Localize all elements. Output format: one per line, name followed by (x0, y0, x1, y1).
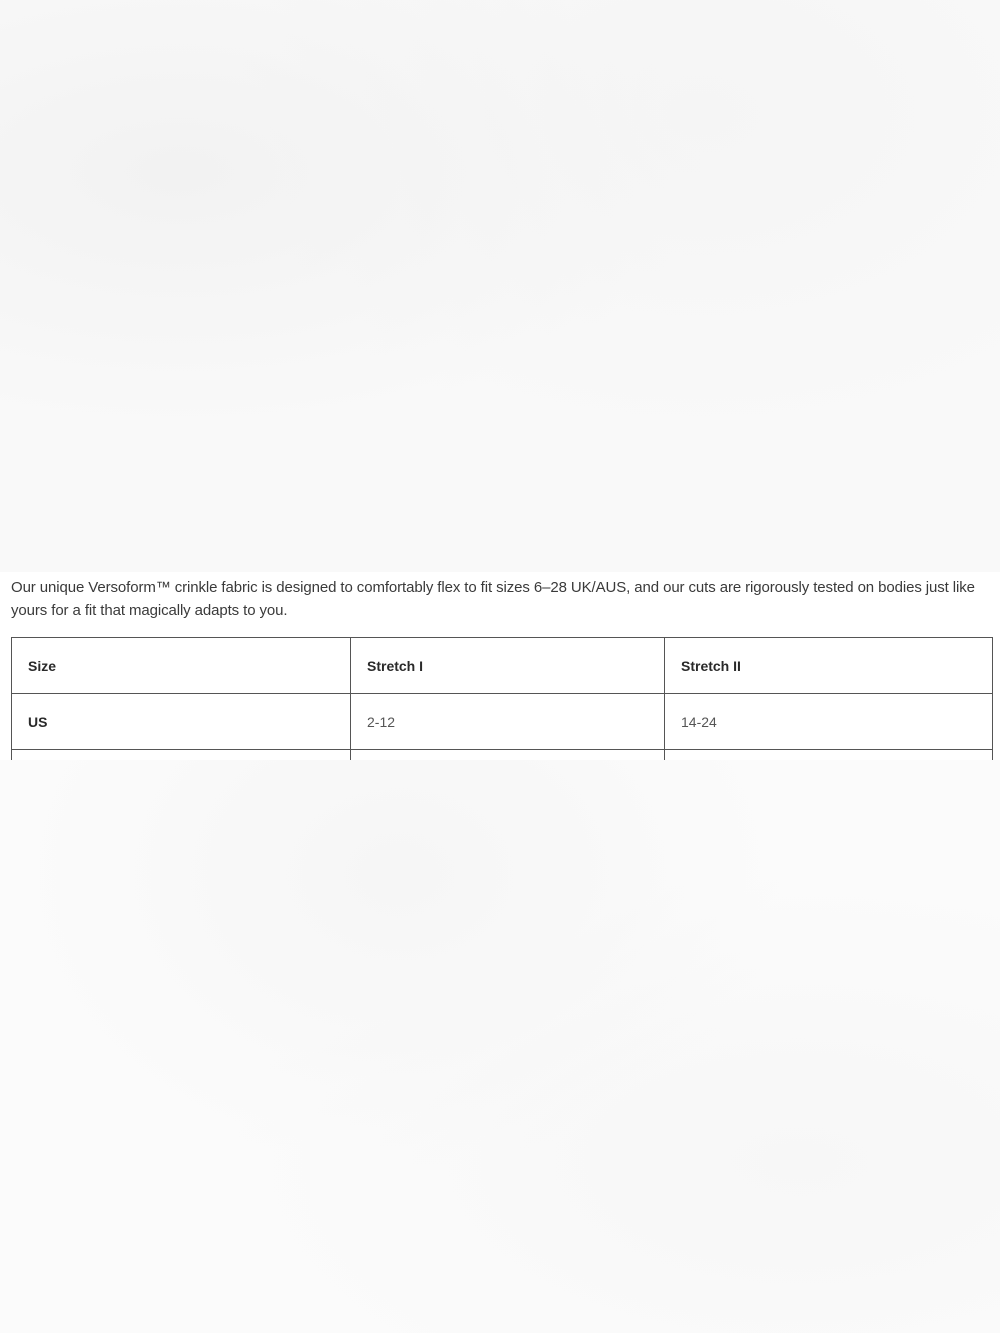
cell-us-stretch-2: 14-24 (665, 694, 993, 750)
column-header-size: Size (12, 638, 351, 694)
cell-partial (665, 750, 993, 761)
blurred-background-top (0, 0, 1000, 572)
table-row (12, 694, 993, 750)
fabric-description: Our unique Versoform™ crinkle fabric is designed to comfortably flex to fit sizes 6–28 UK/AUS, and our cuts are rigorously tested on bodies just like yours for a fit that magically adapts to you. (11, 579, 975, 619)
cell-us-stretch-1: 2-12 (351, 694, 665, 750)
column-header-stretch-2: Stretch II (665, 638, 993, 694)
table-row-partial (12, 750, 993, 761)
row-label-us: US (12, 694, 351, 750)
table-header-row (12, 638, 993, 694)
cell-partial (12, 750, 351, 761)
column-header-stretch-1: Stretch I (351, 638, 665, 694)
size-guide-section (0, 572, 1000, 760)
cell-partial (351, 750, 665, 761)
size-table (11, 637, 993, 760)
blurred-background-bottom (0, 760, 1000, 1333)
